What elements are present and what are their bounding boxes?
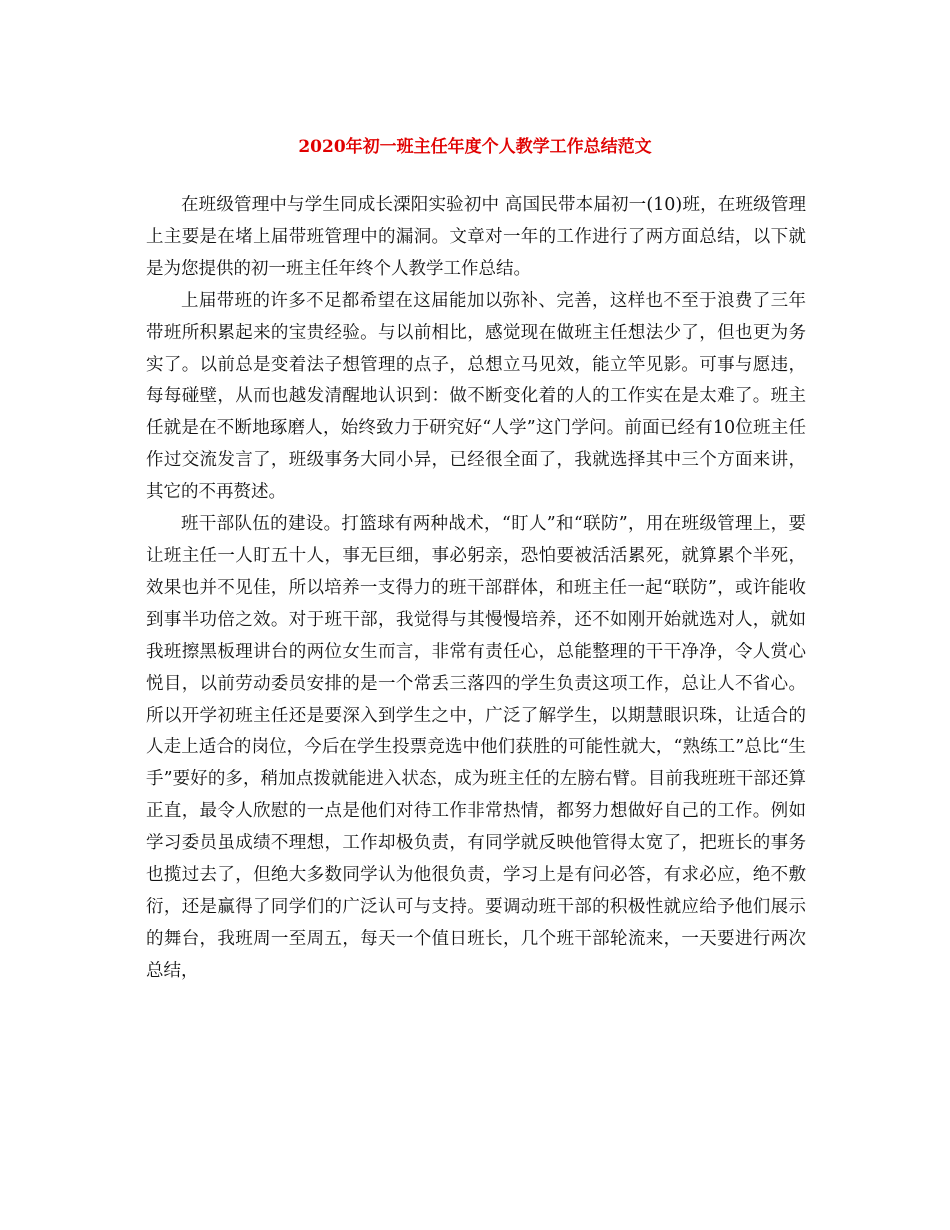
- paragraph-3: 班干部队伍的建设。打篮球有两种战术，“盯人”和“联防”，用在班级管理上，要让班主任一人盯五十人，事无巨细，事必躬亲，恐怕要被活活累死，就算累个半死，效果也并不见佳，所以培养一支得力的班干部群体，和班主任一起“联防”，或许能收到事半功倍之效。对于班干部，我觉得与其慢慢培养，还不如刚开始就选对人，就如我班擦黑板理讲台的两位女生而言，非常有责任心，总能整理的干干净净，令人赏心悦目，以前劳动委员安排的是一个常丢三落四的学生负责这项工作，总让人不省心。所以开学初班主任还是要深入到学生之中，广泛了解学生，以期慧眼识珠，让适合的人走上适合的岗位，今后在学生投票竞选中他们获胜的可能性就大，“熟练工”总比“生手”要好的多，稍加点拨就能进入状态，成为班主任的左膀右臂。目前我班班干部还算正直，最令人欣慰的一点是他们对待工作非常热情，都努力想做好自己的工作。例如学习委员虽成绩不理想，工作却极负责，有同学就反映他管得太宽了，把班长的事务也揽过去了，但绝大多数同学认为他很负责，学习上是有问必答，有求必应，绝不敷衍，还是赢得了同学们的广泛认可与支持。要调动班干部的积极性就应给予他们展示的舞台，我班周一至周五，每天一个值日班长，几个班干部轮流来，一天要进行两次总结，: [146, 514, 806, 981]
- paragraph-1: 在班级管理中与学生同成长溧阳实验初中 高国民带本届初一(10)班，在班级管理上主要是在堵上届带班管理中的漏洞。文章对一年的工作进行了两方面总结，以下就是为您提供的初一班主任年终个人教学工作总结。: [146, 195, 806, 279]
- paragraph-2: 上届带班的许多不足都希望在这届能加以弥补、完善，这样也不至于浪费了三年带班所积累起来的宝贵经验。与以前相比，感觉现在做班主任想法少了，但也更为务实了。以前总是变着法子想管理的点子，总想立马见效，能立竿见影。可事与愿违，每每碰壁，从而也越发清醒地认识到：做不断变化着的人的工作实在是太难了。班主任就是在不断地琢磨人，始终致力于研究好“人学”这门学问。前面已经有10位班主任作过交流发言了，班级事务大同小异，已经很全面了，我就选择其中三个方面来讲，其它的不再赘述。: [146, 290, 806, 503]
- document-title: 2020年初一班主任年度个人教学工作总结范文: [298, 137, 652, 158]
- document-body: [146, 190, 806, 988]
